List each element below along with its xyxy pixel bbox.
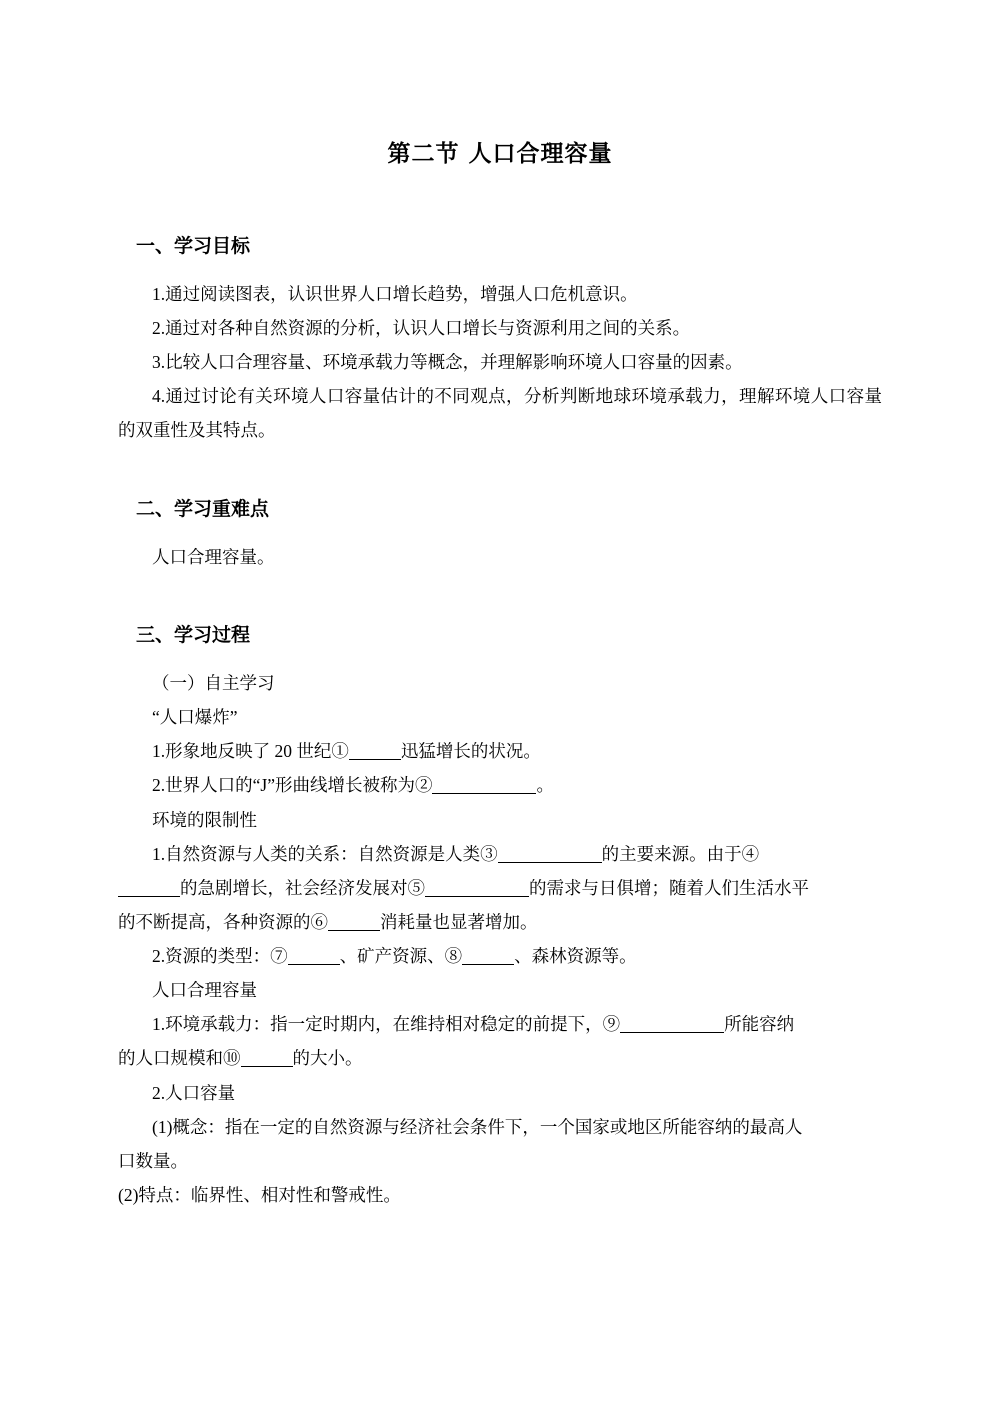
- blank-field-4[interactable]: [118, 896, 180, 897]
- fill-line-5-text-b: 所能容纳: [724, 1014, 795, 1035]
- fill-line-2-text-a: 2.世界人口的“J”形曲线增长被称为②: [152, 775, 433, 796]
- fill-line-3-text-a: 1.自然资源与人类的关系：自然资源是人类③: [152, 843, 498, 864]
- section-heading-key-points: 二、学习重难点: [136, 497, 270, 520]
- item-population-capacity: 2.人口容量: [152, 1082, 236, 1103]
- spacer: [118, 652, 882, 666]
- fill-line-2: [118, 768, 882, 802]
- fill-line-3-text-d: 的需求与日俱增；随着人们生活水平: [529, 877, 809, 898]
- fill-line-3-text-f: 消耗量也显著增加。: [380, 911, 538, 932]
- subheading-environment-limits: 环境的限制性: [152, 809, 257, 830]
- fill-line-3-cont: [118, 871, 882, 905]
- blank-field-2[interactable]: [432, 793, 536, 794]
- blank-field-8[interactable]: [462, 964, 514, 965]
- objective-item-4: 4.通过讨论有关环境人口容量估计的不同观点，分析判断地球环境承载力，理解环境人口容量的双重性及其特点。: [118, 386, 882, 441]
- item-concept-cont: 口数量。: [118, 1150, 188, 1171]
- fill-line-5-text-d: 的大小。: [292, 1048, 363, 1069]
- fill-line-4: [118, 939, 882, 973]
- spacer: [118, 526, 882, 540]
- fill-line-5-text-c: 的人口规模和⑩: [118, 1048, 241, 1069]
- fill-line-2-text-b: 。: [536, 775, 554, 796]
- fill-line-3: [118, 837, 882, 871]
- fill-line-3-text-b: 的主要来源。由于④: [601, 843, 760, 864]
- section-heading-objectives: 一、学习目标: [136, 234, 251, 257]
- blank-field-6[interactable]: [328, 930, 380, 931]
- key-point-item-1: 人口合理容量。: [152, 546, 275, 567]
- fill-line-4-text-a: 2.资源的类型：⑦: [152, 946, 288, 967]
- fill-line-5-cont: [118, 1041, 882, 1075]
- blank-field-7[interactable]: [288, 964, 340, 965]
- fill-line-5: [118, 1007, 882, 1041]
- process-subtitle-self-study: （一）自主学习: [152, 673, 275, 694]
- item-features: (2)特点：临界性、相对性和警戒性。: [118, 1184, 401, 1205]
- blank-field-5[interactable]: [425, 896, 529, 897]
- blank-field-3[interactable]: [498, 862, 602, 863]
- fill-line-3-text-e: 的不断提高，各种资源的⑥: [118, 911, 328, 932]
- blank-field-9[interactable]: [620, 1032, 724, 1033]
- item-concept: (1)概念：指在一定的自然资源与经济社会条件下，一个国家或地区所能容纳的最高人: [152, 1116, 803, 1137]
- fill-line-4-text-b: 、矿产资源、⑧: [339, 946, 463, 967]
- spacer: [118, 448, 882, 492]
- fill-line-1: [118, 734, 882, 768]
- fill-line-3-cont2: [118, 905, 882, 939]
- fill-line-3-text-c: 的急剧增长，社会经济发展对⑤: [180, 877, 425, 898]
- spacer: [118, 574, 882, 618]
- objective-item-1: 1.通过阅读图表，认识世界人口增长趋势，增强人口危机意识。: [152, 283, 638, 304]
- section-heading-process: 三、学习过程: [136, 623, 251, 646]
- fill-line-5-text-a: 1.环境承载力：指一定时期内，在维持相对稳定的前提下，⑨: [152, 1014, 621, 1035]
- process-subtitle-population-explosion: “人口爆炸”: [152, 707, 238, 728]
- objective-item-2: 2.通过对各种自然资源的分析，认识人口增长与资源利用之间的关系。: [152, 318, 691, 339]
- subheading-reasonable-capacity: 人口合理容量: [152, 980, 257, 1001]
- fill-line-4-text-c: 、森林资源等。: [514, 946, 637, 967]
- spacer: [118, 173, 882, 229]
- fill-line-1-text-b: 迅猛增长的状况。: [400, 741, 541, 762]
- blank-field-10[interactable]: [241, 1066, 293, 1067]
- objective-item-3: 3.比较人口合理容量、环境承载力等概念，并理解影响环境人口容量的因素。: [152, 352, 743, 373]
- blank-field-1[interactable]: [349, 759, 401, 760]
- page-title: 第二节 人口合理容量: [387, 141, 613, 167]
- fill-line-1-text-a: 1.形象地反映了 20 世纪①: [152, 741, 349, 762]
- spacer: [118, 263, 882, 277]
